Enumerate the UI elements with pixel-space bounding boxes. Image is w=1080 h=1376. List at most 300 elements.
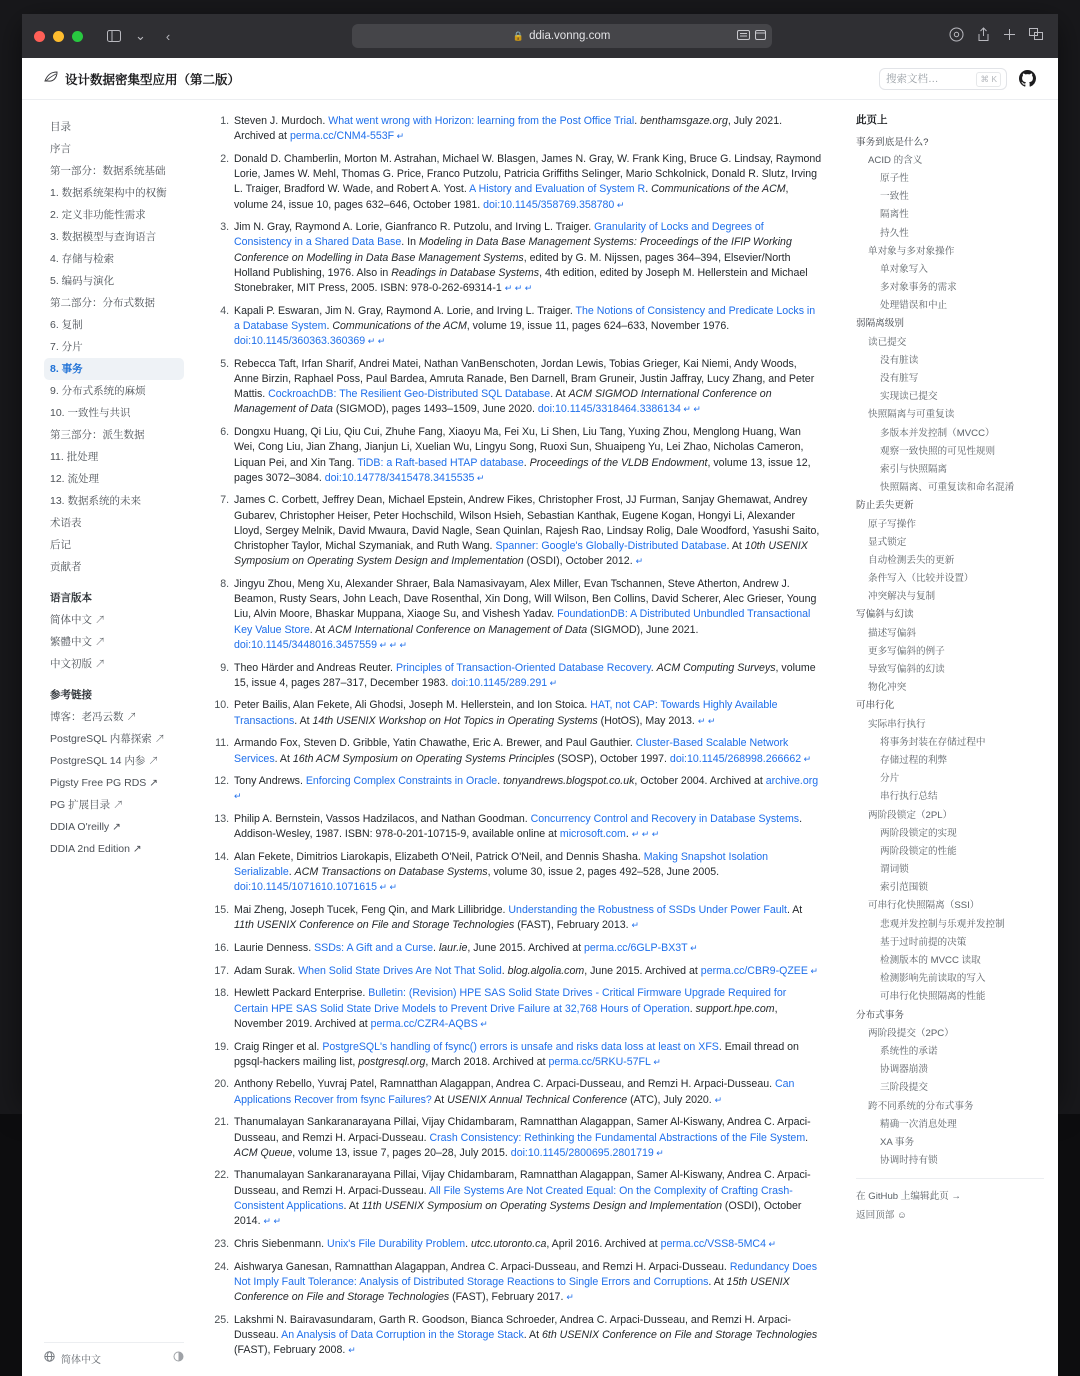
reference-text: . At [294,714,313,727]
reference-link[interactable]: doi:10.14778/3415478.3415535 [324,471,475,484]
reference-venue: support.hpe.com [695,1002,775,1015]
toc-link[interactable]: 实际串行执行 [868,718,926,730]
reference-link[interactable]: Granularity of Locks and Degrees of Consistency in a Shared Data Base [234,221,764,249]
reference-item [232,220,822,296]
lock-icon: 🔒 [512,30,525,41]
chevron-down-icon[interactable]: ⌄ [135,28,146,43]
sidebar-external-link[interactable]: 中文初版 ↗ [50,658,106,670]
reference-text: Lakshmi N. Bairavasundaram, Garth R. Goodson, Bianca Schroeder, Andrea C. Arpaci-Dusseau, and Remzi H. Arpaci-Dusseau. [234,1313,792,1341]
toc-link[interactable]: 三阶段提交 [880,1082,928,1094]
reference-venue: Readings in Database Systems [391,266,540,279]
reference-text: Anthony Rebello, Yuvraj Patel, Ramnatthan Alagappan, Andrea C. Arpaci-Dusseau, and Remzi H. Arpaci-Dusseau. [234,1078,775,1091]
toc-link[interactable]: 没有脏写 [880,373,919,385]
sidebar-external-link[interactable]: PostgreSQL 14 内参 ↗ [50,755,159,767]
reference-text: Chris Siebenmann. [234,1237,328,1250]
reference-text: Philip A. Bernstein, Vassos Hadzilacos, and Nathan Goodman. [234,813,531,826]
reference-text: . [650,661,657,674]
back-reference-link[interactable]: ↵ ↵ ↵ [631,829,660,840]
reference-link[interactable]: perma.cc/6GLP-BX3T [584,942,688,955]
reference-text: Dongxu Huang, Qi Liu, Qiu Cui, Zhuhe Fang, Xiaoyu Ma, Fei Xu, Li Shen, Liu Tang, Yuxing Zhou, Menglong Huang, Wan Wei, Cong Liu, Jian Zhang, Jianjun Li, Xuelian Wu, Lingyu Song, Ruoxi Sun, Shuaipeng Yu, Lei Zhao, Nicholas Cameron, Liquan Pei, and Xin Tang. [234,426,804,469]
reference-text: James C. Corbett, Jeffrey Dean, Michael Epstein, Andrew Fikes, Christopher Frost, JJ Furman, Sanjay Ghemawat, Andrey Gubarev, Christopher Heiser, Peter Hochschild, Wilson Hsieh, Sebastian Kanthak, Eugene Kogan, Hongyi Li, Alexander Lloyd, Sergey Melnik, David Mwaura, David Nagle, Sean Quinlan, Rajesh Rao, Lindsay Rolig, Dale Woodford, Yasushi Saito, Christopher Taylor, Michal Szymaniak, and Ruth Wang. [234,494,820,553]
toc-link[interactable]: 一致性 [880,191,909,203]
toc-link[interactable]: 防止丢失更新 [856,500,914,512]
toolbar-right[interactable] [949,27,1046,45]
sidebar-external-link[interactable]: 繁體中文 ↗ [50,636,106,648]
on-this-page-toc[interactable] [848,100,1058,1376]
reference-link[interactable]: All File Systems Are Not Created Equal: On the Complexity of Crafting Crash-Consistent Applications [234,1184,793,1212]
toc-link[interactable]: 事务到底是什么? [856,136,929,148]
reference-venue: 14th USENIX Workshop on Hot Topics in Operating Systems [312,714,598,727]
sidebar-item[interactable]: 贡献者 [50,561,82,573]
reference-item [232,493,822,569]
toc-link[interactable]: 隔离性 [880,209,909,221]
reference-text: , July 2021. Archived at [234,115,783,143]
reference-text: , November 2019. Archived at [234,1002,778,1030]
reference-item [232,812,822,842]
reference-venue: 16th ACM Symposium on Operating Systems Principles [292,752,555,765]
toc-link[interactable]: 两阶段锁定的实现 [880,827,957,839]
reference-venue: 15th USENIX Conference on File and Storage Technologies [234,1275,790,1303]
sidebar-item[interactable]: 术语表 [50,517,82,529]
reference-text: Jingyu Zhou, Meng Xu, Alexander Shraer, Bala Namasivayam, Alex Miller, Evan Tschannen, Steve Atherton, Andrew J. Beamon, Rusty Sears, John Leach, Dave Rosenthal, Xin Dong, Will Wilson, Ben Collins, David Scherer, Alec Grieser, Young Liu, Alvin Moore, Bhaskar Muppana, Xiaoge Su, and Vishesh Yadav. [234,577,817,621]
toc-link[interactable]: 两阶段锁定的性能 [880,845,957,857]
address-bar[interactable] [352,24,772,48]
reference-link[interactable]: doi:10.1145/360363.360369 [234,335,366,348]
sidebar-external-link[interactable]: 简体中文 ↗ [50,614,106,626]
reference-link[interactable]: A History and Evaluation of System R [469,183,646,196]
main-content [194,100,848,1376]
back-reference-link[interactable]: ↵ [614,199,625,210]
toc-link[interactable]: 串行执行总结 [880,791,938,803]
reference-link[interactable]: doi:10.1145/3318464.3386134 [537,403,681,416]
reference-item [232,1168,822,1229]
reference-text: Thanumalayan Sankaranarayana Pillai, Vijay Chidambaram, Ramnatthan Alagappan, Samer Al-Kiswany, Andrea C. Arpaci-Dusseau, and Remzi H. Arpaci-Dusseau. [234,1169,811,1197]
reference-venue: ACM Transactions on Database Systems [294,866,488,879]
reference-link[interactable]: When Solid State Drives Are Not That Solid [298,964,502,977]
reference-link[interactable]: microsoft.com [559,828,626,841]
toc-link[interactable]: 两阶段锁定（2PL） [868,809,953,821]
reference-link[interactable]: Understanding the Robustness of SSDs Under Power Fault [508,904,787,917]
sidebar-item[interactable]: 后记 [50,539,71,551]
reference-link[interactable]: perma.cc/CBR9-QZEE [700,964,808,977]
reference-venue: blog.algolia.com [507,964,585,977]
reference-item [232,1040,822,1070]
toc-link[interactable]: 协调器崩溃 [880,1064,928,1076]
github-icon[interactable] [1019,70,1036,87]
back-reference-link[interactable]: ↵ ↵ ↵ [376,639,408,650]
toc-footer[interactable] [856,1178,1044,1225]
toc-link[interactable]: 可串行化快照隔离（SSI） [868,900,980,912]
reference-text: . [326,319,333,332]
toc-link[interactable]: 冲突解决与复制 [868,591,936,603]
toc-footer-link[interactable]: 在 GitHub 上编辑此页 → [856,1190,962,1202]
reference-link[interactable]: perma.cc/CNM4-553F [289,130,395,143]
toc-link[interactable]: 读已提交 [868,336,907,348]
reference-item [232,903,822,933]
reference-text: . At [523,1328,543,1341]
reference-link[interactable]: doi:10.1145/1071610.1071615 [234,881,377,894]
reference-link[interactable]: FoundationDB: A Distributed Unbundled Transactional Key Value Store [234,608,811,636]
reference-link[interactable]: Unix's File Durability Problem [327,1237,466,1250]
reference-link[interactable]: What went wrong with Horizon: learning from the Post Office Trial [328,115,635,127]
sidebar-item[interactable]: 5. 编码与演化 [50,275,115,287]
reference-link[interactable]: Making Snapshot Isolation Serializable [234,851,768,879]
back-reference-link[interactable]: ↵ ↵ [376,882,398,893]
sidebar-item[interactable]: 10. 一致性与共识 [50,407,131,419]
reference-item [232,1237,822,1252]
reference-link[interactable]: perma.cc/VSS8-5MC4 [660,1237,766,1250]
reference-text: (OSDI), October 2014. [234,1199,802,1228]
toc-link[interactable]: ACID 的含义 [868,154,923,166]
toc-link[interactable]: 处理错误和中止 [880,300,948,312]
toc-link[interactable]: 多对象事务的需求 [880,282,957,294]
reference-venue: Communications of the ACM [651,183,786,196]
reference-item [232,698,822,728]
reference-text: . [634,115,641,127]
toc-link[interactable]: 分片 [880,773,900,785]
toc-link[interactable]: 可串行化 [856,700,895,712]
reference-text: . [523,456,530,469]
reference-text: . [625,828,632,841]
back-reference-link[interactable]: ↵ [650,1056,661,1067]
sidebar-item[interactable]: 第二部分：分布式数据 [50,297,155,309]
reference-link[interactable]: Principles of Transaction-Oriented Database Recovery [395,661,651,674]
leaf-icon [44,71,58,86]
sidebar-item[interactable]: 7. 分片 [50,341,83,353]
reference-item [232,152,822,213]
reference-venue: Proceedings of the VLDB Endowment [529,456,708,469]
reference-text: , volume 13, issue 12, pages 3072–3084. [234,456,811,484]
sidebar-external-link[interactable]: DDIA O'reilly ↗ [50,821,121,833]
toc-link[interactable]: 索引与快照隔离 [880,463,948,475]
sidebar-external-link[interactable]: PG 扩展目录 ↗ [50,799,124,811]
back-reference-link[interactable]: ↵ ↵ [680,404,701,415]
sidebar-item[interactable]: 6. 复制 [50,319,83,331]
back-reference-link[interactable]: ↵ ↵ [365,336,386,347]
reference-text: , volume 15, issue 4, pages 287–317, December 1983. [234,661,816,689]
reference-link[interactable]: Crash Consistency: Rethinking the Fundamental Abstractions of the File System [429,1131,806,1144]
reference-link[interactable]: The Notions of Consistency and Predicate Locks in a Database System [234,304,816,332]
reference-text: Alan Fekete, Dimitrios Liarokapis, Elizabeth O'Neil, Patrick O'Neil, and Dennis Shasha. [234,851,644,864]
reference-text: . In [401,236,419,249]
reference-text: , October 2004. Archived at [634,775,766,788]
back-reference-link[interactable]: ↵ [653,1147,664,1158]
site-title[interactable] [44,70,240,88]
toc-link[interactable]: 显式锁定 [868,536,907,548]
back-reference-link[interactable]: ↵ ↵ [263,1216,282,1227]
toc-link[interactable]: 单对象与多对象操作 [868,245,955,257]
reference-link[interactable]: perma.cc/5RKU-57FL [548,1055,651,1068]
back-reference-link[interactable]: ↵ [687,943,698,954]
reference-text: Adam Surak. [234,964,299,977]
toc-link[interactable]: 没有脏读 [880,354,919,366]
reference-text: Tony Andrews. [234,775,306,788]
reference-link[interactable]: doi:10.1145/2800695.2801719 [510,1146,654,1159]
toc-link[interactable]: 存储过程的利弊 [880,754,948,766]
reference-text: . [497,775,504,788]
reference-venue: 10th USENIX Symposium on Operating System Design and Implementation [234,540,808,568]
reference-link[interactable]: Bulletin: (Revision) HPE SAS Solid State Drives - Critical Firmware Upgrade Required for Certain HPE SAS Solid State Drive Models to Prevent Drive Failure at 32,768 Hours of Operation [234,987,787,1015]
reference-link[interactable]: doi:10.1145/268998.266662 [669,752,802,765]
reference-text: Aishwarya Ganesan, Ramnatthan Alagappan, Andrea C. Arpaci-Dusseau, and Remzi H. Arpaci-Dusseau. [234,1260,730,1273]
reference-text: . [689,1002,696,1015]
reference-link[interactable]: TiDB: a Raft-based HTAP database [357,456,524,469]
toc-link[interactable]: 将事务封装在存储过程中 [880,736,986,748]
reference-link[interactable]: Redundancy Does Not Imply Fault Tolerance: Analysis of Distributed Storage Reactions to Single Errors and Corruptions [234,1260,817,1288]
sidebar-external-link[interactable]: DDIA 2nd Edition ↗ [50,843,142,855]
reference-text: Mai Zheng, Joseph Tucek, Feng Qin, and Mark Lillibridge. [234,904,509,917]
language-label[interactable]: 简体中文 [61,1354,101,1366]
toc-link[interactable]: 分布式事务 [856,1009,904,1021]
browser-window [22,14,1058,1366]
reference-item [232,850,822,896]
reference-link[interactable]: Cluster-Based Scalable Network Services [234,737,789,765]
toc-link[interactable]: 持久性 [880,227,909,239]
toc-link[interactable]: 单对象写入 [880,263,928,275]
reference-text: (HotOS), May 2013. [597,714,698,727]
reference-text: (SIGMOD), June 2021. [587,623,699,636]
reference-text: . At [708,1275,727,1288]
reference-text: (FAST), February 2008. [234,1344,349,1357]
reference-text: . At [550,388,569,401]
back-reference-link[interactable]: ↵ [477,1018,488,1029]
toc-link[interactable]: 多版本并发控制（MVCC） [880,427,995,439]
reference-text: (SIGMOD), pages 1493–1509, June 2020. [332,403,538,416]
reference-text: Craig Ringer et al. [234,1040,323,1053]
reference-text: . [805,1131,809,1144]
reference-venue: laur.ie [438,942,468,955]
toc-link[interactable]: XA 事务 [880,1136,915,1148]
back-reference-link[interactable]: ↵ [474,472,485,483]
sidebar-item[interactable]: 2. 定义非功能性需求 [50,209,146,221]
back-reference-link[interactable]: ↵ [801,753,812,764]
reference-text: (FAST), February 2013. [514,919,632,932]
sidebar-item[interactable]: 11. 批处理 [50,451,99,463]
show-all-tabs-icon[interactable] [1029,28,1044,44]
reference-text: , June 2015. Archived at [584,964,701,977]
reference-item [232,577,822,653]
reference-item [232,1115,822,1161]
reference-link[interactable]: doi:10.1145/358769.358780 [483,198,615,211]
toc-link[interactable]: 原子性 [880,172,909,184]
sidebar-external-link[interactable]: Pigsty Free PG RDS ↗ [50,777,158,789]
back-button[interactable]: ‹ [165,28,171,44]
reference-text: . At [343,1199,362,1212]
address-bar-container[interactable] [174,24,949,48]
toc-link[interactable]: 悲观并发控制与乐观并发控制 [880,918,1005,930]
reference-text: . At [274,752,293,765]
toc-link[interactable]: 检测版本的 MVCC 读取 [880,955,981,967]
toc-link[interactable]: 物化冲突 [868,682,907,694]
reference-link[interactable]: Enforcing Complex Constraints in Oracle [305,775,498,788]
toc-link[interactable]: 弱隔离级别 [856,318,904,330]
reference-text: Jim N. Gray, Raymond A. Lorie, Gianfranco R. Putzolu, and Irving L. Traiger. [234,221,595,234]
page-settings-icon[interactable] [755,30,766,43]
toc-link[interactable]: 写偏斜与幻读 [856,609,914,621]
zoom-window-button[interactable] [72,31,83,42]
reference-link[interactable]: archive.org [765,775,819,788]
toc-link[interactable]: 快照隔离与可重复读 [868,409,955,421]
reference-item [232,425,822,486]
reference-text: (OSDI), October 2012. [523,555,636,568]
left-sidebar[interactable] [22,100,194,1376]
reference-link[interactable]: HAT, not CAP: Towards Highly Available Transactions [234,699,778,727]
toc-link[interactable]: 系统性的承诺 [880,1045,938,1057]
sidebar-item[interactable]: 第三部分：派生数据 [50,429,145,441]
share-icon[interactable] [977,27,990,45]
toc-link[interactable]: 检测影响先前读取的写入 [880,973,986,985]
site-header [22,58,1058,100]
sidebar-footer[interactable] [44,1342,184,1366]
reference-venue: 6th USENIX Conference on File and Storage Technologies [542,1328,818,1341]
reference-link[interactable]: An Analysis of Data Corruption in the Storage Stack [281,1328,524,1341]
sidebar-item[interactable]: 9. 分布式系统的麻烦 [50,385,146,397]
reference-venue: Modeling in Data Base Management Systems: Proceedings of the IFIP Working Conference on Modelling in Data Base Management Systems [234,236,792,264]
sidebar-item[interactable]: 1. 数据系统架构中的权衡 [50,187,167,199]
reference-venue: 11th USENIX Symposium on Operating Systems Design and Implementation [361,1199,722,1212]
reference-text: . At [309,623,329,636]
back-reference-link[interactable]: ↵ ↵ ↵ [504,283,533,294]
sidebar-external-link[interactable]: 博客：老冯云数 ↗ [50,711,137,723]
reference-text: , March 2018. Archived at [425,1055,549,1068]
reference-text: . Email thread on pgsql-hackers mailing list, [234,1040,799,1068]
contrast-icon[interactable] [173,1351,184,1365]
reference-text: . [645,183,652,196]
reference-link[interactable]: PostgreSQL's handling of fsync() errors is unsafe and risks data loss at least on XFS [322,1040,719,1053]
reference-text: (FAST), February 2017. [449,1290,567,1303]
reference-item [232,304,822,350]
reference-link[interactable]: CockroachDB: The Resilient Geo-Distributed SQL Database [268,388,551,401]
sidebar-item[interactable]: 序言 [50,143,71,155]
extensions-icon[interactable] [949,27,964,45]
sidebar-external-link[interactable]: PostgreSQL 内幕探索 ↗ [50,733,166,745]
toc-link[interactable]: 跨不同系统的分布式事务 [868,1100,974,1112]
toc-link[interactable]: 快照隔离、可重复读和命名混淆 [880,482,1015,494]
browser-titlebar [22,14,1058,58]
back-reference-link[interactable]: ↵ [566,1291,574,1302]
reference-text: Thanumalayan Sankaranarayana Pillai, Vijay Chidambaram, Ramnatthan Alagappan, Samer Al-Kiswany, Andrea C. Arpaci-Dusseau, and Remzi H. Arpaci-Dusseau. [234,1116,811,1144]
toc-link[interactable]: 实现读已提交 [880,391,938,403]
back-reference-link[interactable]: ↵ [394,131,405,142]
sidebar-toggle-icon[interactable] [103,28,125,44]
reference-link[interactable]: Can Applications Recover from fsync Failures? [234,1078,795,1106]
reference-item [232,661,822,691]
back-reference-link[interactable]: ↵ [765,1238,777,1249]
toc-footer-link[interactable]: 返回顶部 ☺ [856,1209,907,1221]
toc-link[interactable]: 精确一次消息处理 [880,1118,957,1130]
globe-icon [44,1351,55,1365]
toc-link[interactable]: 协调时持有锁 [880,1155,938,1167]
window-controls[interactable] [34,31,83,42]
reference-text: , June 2015. Archived at [467,942,585,955]
toc-link[interactable]: 描述写偏斜 [868,627,916,639]
toc-link[interactable]: 导致写偏斜的幻读 [868,664,945,676]
reader-mode-icon[interactable] [737,30,750,43]
reference-text: , volume 13, issue 7, pages 20–28, July 2015. [292,1146,511,1159]
close-window-button[interactable] [34,31,45,42]
reference-text: . [501,964,508,977]
back-reference-link[interactable]: ↵ [807,965,818,976]
reference-text: . [433,942,439,955]
reference-link[interactable]: Concurrency Control and Recovery in Database Systems [530,813,800,826]
toc-link[interactable]: 基于过时前提的决策 [880,936,967,948]
reference-text: . At [786,904,803,917]
reference-link[interactable]: doi:10.1145/3448016.3457559 [234,638,377,651]
reference-venue: ACM Queue [234,1146,293,1159]
reference-text: (ATC), July 2020. [627,1093,715,1106]
toc-link[interactable]: 可串行化快照隔离的性能 [880,991,986,1003]
reference-link[interactable]: perma.cc/CZR4-AQBS [370,1017,478,1030]
back-reference-link[interactable]: ↵ [635,556,644,567]
reference-item [232,941,822,956]
sidebar-item[interactable]: 12. 流处理 [50,473,100,485]
reference-text: , volume 24, issue 10, pages 632–646, October 1981. [234,183,789,211]
reference-venue: postgresql.org [358,1055,426,1068]
reference-text: . Addison-Wesley, 1987. ISBN: 978-0-201-10715-9, available online at [234,813,803,841]
reference-venue: 11th USENIX Conference on File and Storage Technologies [234,919,515,932]
reference-text: , volume 19, issue 11, pages 624–633, November 1976. [466,319,730,332]
sidebar-item[interactable]: 目录 [50,121,71,133]
back-reference-link[interactable]: ↵ [348,1345,356,1356]
reference-link[interactable]: doi:10.1145/289.291 [451,676,548,689]
reference-text: . At [726,540,745,553]
reference-item [232,1260,822,1306]
reference-link[interactable]: Spanner: Google's Globally-Distributed Database [495,540,727,553]
sidebar-item[interactable]: 3. 数据模型与查询语言 [50,231,157,243]
header-actions[interactable] [879,68,1036,90]
reference-text: . [465,1237,471,1250]
reference-item [232,1077,822,1107]
back-reference-link[interactable]: ↵ [234,791,242,802]
toc-link[interactable]: 两阶段提交（2PC） [868,1027,954,1039]
address-bar-icons[interactable] [737,24,766,48]
reference-text: Donald D. Chamberlin, Morton M. Astrahan, Michael W. Blasgen, James N. Gray, W. Frank King, Bruce G. Lindsay, Raymond Lorie, James W. Mehl, Thomas G. Price, Franco Putzolu, Patricia Griffiths Selinger, Mario Schkolnick, Donald R. Slutz, Irving L. Traiger, Bradford W. Wade, and Robert A. Yost. [234,152,822,196]
toc-link[interactable]: 观察一致快照的可见性规则 [880,445,996,457]
back-reference-link[interactable]: ↵ [631,920,640,931]
reference-item [232,736,822,766]
reference-item [232,986,822,1032]
back-reference-link[interactable]: ↵ [714,1094,723,1105]
back-reference-link[interactable]: ↵ [547,677,558,688]
sidebar-item[interactable]: 8. 事务 [44,358,184,380]
sidebar-item[interactable]: 13. 数据系统的未来 [50,495,142,507]
search-input[interactable] [879,68,1007,90]
reference-item [232,774,822,804]
navigation-controls[interactable] [99,26,174,46]
toc-link[interactable]: 自动检测丢失的更新 [868,554,955,566]
toc-link[interactable]: 条件写入（比较并设置） [868,573,974,585]
new-tab-icon[interactable] [1003,28,1016,44]
toc-link[interactable]: 索引范围锁 [880,882,928,894]
minimize-window-button[interactable] [53,31,64,42]
reference-venue: utcc.utoronto.ca [470,1237,547,1250]
sidebar-item[interactable]: 4. 存储与检索 [50,253,115,265]
toc-link[interactable]: 谓词锁 [880,864,909,876]
toc-link[interactable]: 原子写操作 [868,518,916,530]
reference-link[interactable]: SSDs: A Gift and a Curse [314,942,434,955]
back-reference-link[interactable]: ↵ ↵ [697,715,716,726]
reference-venue: ACM SIGMOD International Conference on Management of Data [234,388,772,416]
search-placeholder: 搜索文档… [886,73,939,85]
reference-text: , April 2016. Archived at [546,1237,661,1250]
reference-venue: Communications of the ACM [332,319,467,332]
reference-text: Steven J. Murdoch. [234,115,329,127]
reference-venue: ACM International Conference on Management of Data [328,623,588,636]
reference-venue: ACM Computing Surveys [656,661,776,674]
reference-venue: tonyandrews.blogspot.co.uk [503,775,635,788]
sidebar-item[interactable]: 第一部分：数据系统基础 [50,165,166,177]
toc-link[interactable]: 更多写偏斜的例子 [868,645,945,657]
